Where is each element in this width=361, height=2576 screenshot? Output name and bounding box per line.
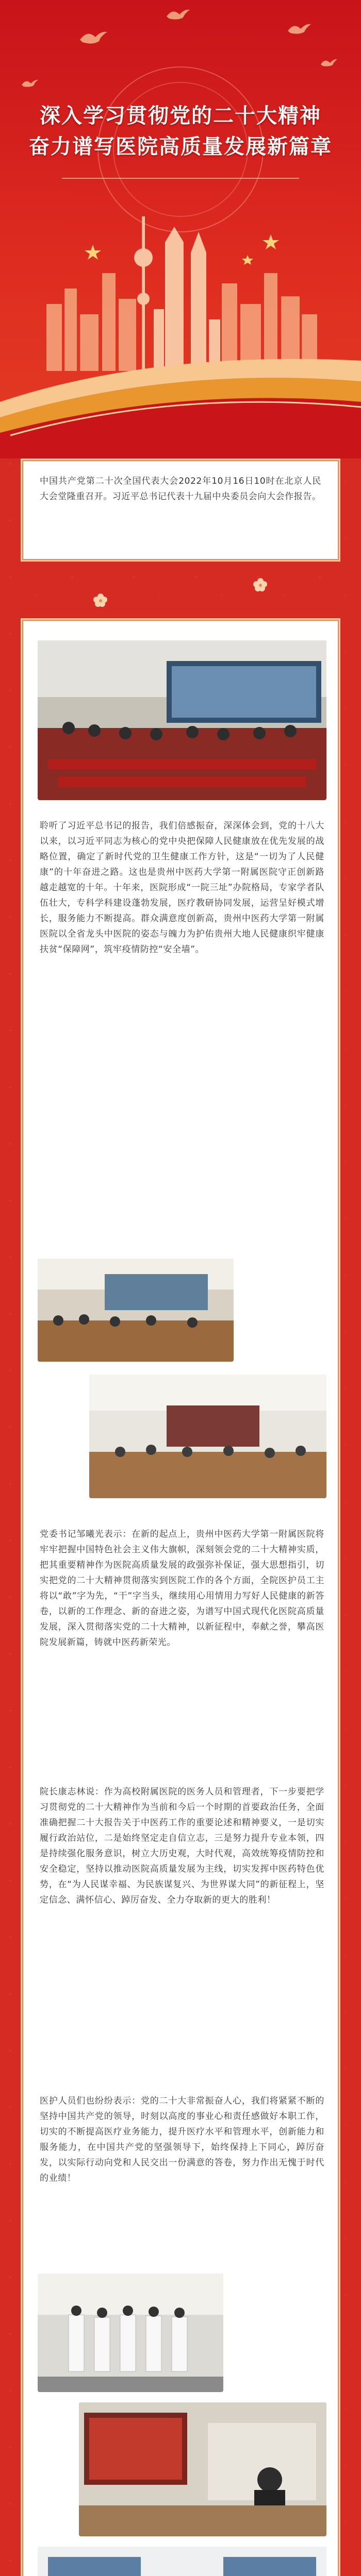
staff-paragraph: 医护人员们也纷纷表示：党的二十大非常振奋人心，我们将紧紧不断的坚持中国共产党的领导，时刻以高度的事业心和责任感做好本职工作，切实的不断提高医疗业务能力，提升医疗水平和管理水平，创新能力和服务能力，在中国共产党的坚强领导下，始终保持上下同心，踔厉奋发，以实际行动向党和人民交出一份满意的答卷，努力作出无愧于时代的业绩！ <box>40 2096 324 2183</box>
office-photo-art <box>79 2402 326 2536</box>
page-title-line2: 奋力谱写医院高质量发展新篇章 <box>29 135 332 159</box>
staff-group-photo-art <box>38 2274 223 2392</box>
main-content-card <box>21 618 340 2576</box>
intro-card <box>21 459 340 562</box>
meeting-room-photo-2 <box>89 1375 326 1498</box>
dove-icon <box>165 6 191 23</box>
reaction-paragraph: 聆听了习近平总书记的报告，我们倍感振奋，深深体会到，党的十八大以来，以习近平同志为核心的党中央把保障人民健康放在优先发展的战略位置，确定了新时代党的卫生健康工作方针，这是“一切为了人民健康”的十年奋进之路。这也是贵州中医药大学第一附属医院守正创新路越走越宽的十年。十年来，医院形成“一院三址”办院格局，专家学者队伍壮大，专科学科建设蓬勃发展，医疗教研协同发展，运营呈好模式增长，服务能力不断提高。群众满意度创新高，贵州中医药大学第一附属医院以全省龙头中医院的姿态与魄力为护佑贵州大地人民健康织牢健康扶贫“保障网”，筑牢疫情防控“安全墙”。 <box>40 821 324 955</box>
plum-flower-icon <box>253 577 268 592</box>
dove-icon <box>21 77 39 90</box>
dove-icon <box>286 21 312 37</box>
plum-flower-icon <box>93 592 108 608</box>
hero-banner <box>0 0 361 459</box>
meeting-room-photo-1-art <box>38 1259 234 1362</box>
hall-audience-photo <box>38 2547 326 2576</box>
auditorium-photo-art <box>38 640 326 800</box>
intro-paragraph: 中国共产党第二十次全国代表大会2022年10月16日10时在北京人民大会堂隆重召开。习近平总书记代表十九届中央委员会向大会作报告。 <box>40 476 321 502</box>
president-paragraph: 院长康志林说：作为高校附属医院的医务人员和管理者，下一步要把学习贯彻党的二十大精神作为当前和今后一个时期的首要政治任务，全面准确把握二十大报告关于中医药工作的重要论述和精神要义，一是切实履行政治站位，二是始终坚定走自信立志，三是努力提升专业本领，四是持续强化服务意识，树立大历史观，大时代观，高效统筹疫情防控和安全稳定，坚持以推动医院高质量发展为主线，切实发挥中医药特色优势，在“为人民谋幸福、为民族谋复兴、为世界谋大同”的新征程上，坚定信念、满怀信心、踔厉奋发、全力夺取新的更大的胜利！ <box>40 1787 324 1905</box>
hall-audience-photo-art <box>38 2547 326 2576</box>
ribbon-decoration <box>0 330 361 459</box>
dove-icon <box>77 27 108 47</box>
auditorium-photo <box>38 640 326 800</box>
dove-icon <box>320 57 338 69</box>
meeting-room-photo-1 <box>38 1259 234 1362</box>
party-secretary-paragraph: 党委书记邹曦光表示：在新的起点上，贵州中医药大学第一附属医院将牢牢把握中国特色社会主义伟大旗帜，深刻领会党的二十大精神实质，把其重要精神作为医院高质量发展的政强弥补保证，强大思想指引，切实把党的二十大精神贯彻落实到医院工作的各个方面，全院医护员工主将以“敢”字为先，“干”字当头，继续用心用情用力写好人民健康的新答卷，以新的工作理念、新的奋进之姿，为谱写中国式现代化医院高质量发展，深入贯彻落实党的二十大精神，以新征程中，奉献之誉，攀高医院发展新篇，铸就中医药新荣光。 <box>40 1529 324 1648</box>
page-title-line1: 深入学习贯彻党的二十大精神 <box>40 104 321 128</box>
office-photo <box>79 2402 326 2536</box>
staff-group-photo <box>38 2274 223 2392</box>
meeting-room-photo-2-art <box>89 1375 326 1498</box>
title-divider <box>62 178 299 179</box>
